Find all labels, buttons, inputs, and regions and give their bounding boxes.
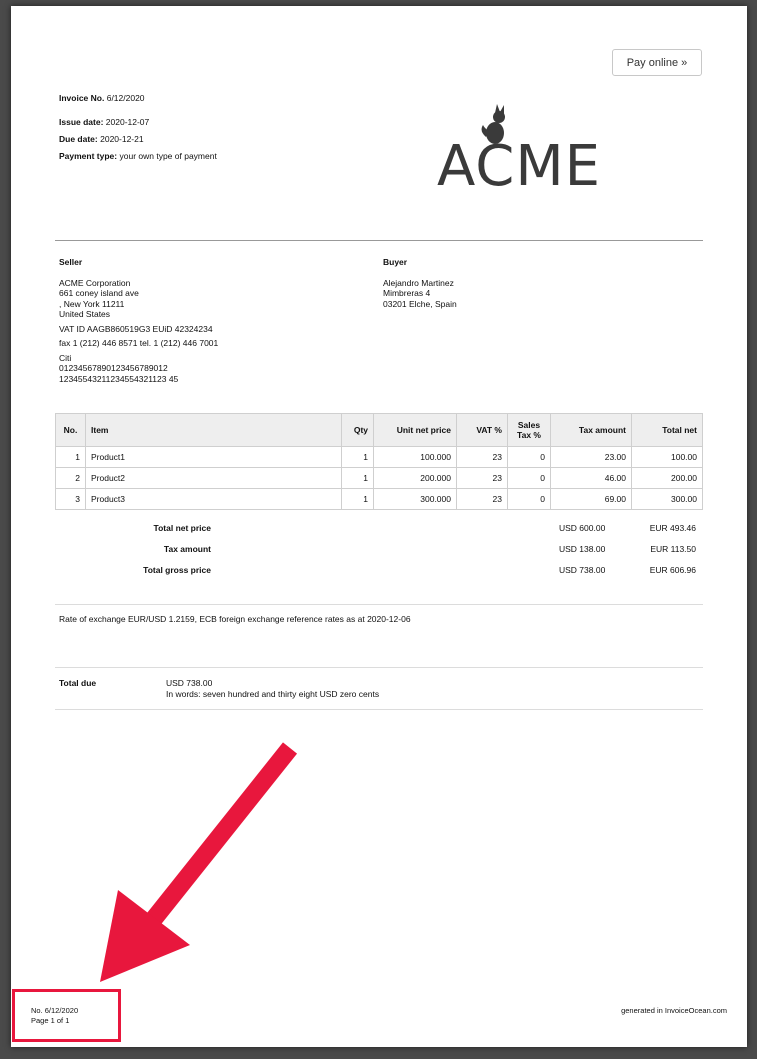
table-cell: 3: [56, 489, 86, 510]
table-cell: Product2: [86, 468, 342, 489]
due-date-label: Due date:: [59, 134, 98, 144]
table-row: [56, 447, 703, 468]
col-tax-amount: Tax amount: [551, 414, 632, 447]
table-cell: 1: [342, 447, 374, 468]
annotation-highlight-box: [12, 989, 121, 1042]
table-cell: 23: [457, 489, 508, 510]
payment-type-label: Payment type:: [59, 151, 118, 161]
issue-date-label: Issue date:: [59, 117, 104, 127]
table-cell: 2: [56, 468, 86, 489]
issue-date: 2020-12-07: [105, 117, 150, 127]
table-cell: 200.000: [374, 468, 457, 489]
seller-street: 661 coney island ave: [59, 288, 139, 298]
table-cell: Product1: [86, 447, 342, 468]
buyer-name: Alejandro Martinez: [383, 277, 454, 288]
col-qty: Qty: [342, 414, 374, 447]
total-due-amount: USD 738.00: [166, 678, 213, 688]
col-sales-tax: Sales Tax %: [508, 414, 551, 447]
invoice-number: 6/12/2020: [106, 93, 145, 103]
table-cell: 23: [457, 468, 508, 489]
logo-text: ACME: [436, 134, 602, 193]
invoice-number-label: Invoice No.: [59, 93, 105, 103]
footer-page-number: Page 1 of 1: [31, 1015, 70, 1025]
footer-generated: generated in InvoiceOcean.com: [621, 1006, 727, 1015]
table-cell: 69.00: [551, 489, 632, 510]
seller-phone: fax 1 (212) 446 8571 tel. 1 (212) 446 7001: [59, 338, 219, 348]
items-table: [55, 413, 703, 510]
due-date: 2020-12-21: [100, 134, 144, 144]
divider: [55, 667, 703, 668]
seller-account-2: 12345543211234554321123 45: [59, 373, 179, 384]
seller-country: United States: [59, 309, 111, 319]
col-vat: VAT %: [457, 414, 508, 447]
table-cell: 23: [457, 447, 508, 468]
seller-heading: Seller: [59, 257, 83, 267]
buyer-block: [383, 257, 457, 309]
divider: [55, 240, 703, 241]
divider: [55, 604, 703, 605]
buyer-street: Mimbreras 4: [383, 288, 431, 298]
col-no: No.: [56, 414, 86, 447]
col-unit-price: Unit net price: [374, 414, 457, 447]
col-item: Item: [86, 414, 342, 447]
seller-name: ACME Corporation: [59, 277, 131, 288]
buyer-city: 03201 Elche, Spain: [383, 298, 457, 309]
total-due-label: Total due: [59, 678, 97, 688]
col-total-net: Total net: [632, 414, 703, 447]
divider: [55, 709, 703, 710]
annotation-arrow-icon: [100, 740, 300, 990]
seller-block: [59, 257, 218, 384]
payment-type: your own type of payment: [119, 151, 217, 161]
invoice-page: Pay online » Invoice No. 6/12/2020 Issue date: 2020-12-07 Due date: 2020-12-21 Payment type: your own type of payment ACME Seller ACME Corporation 661 coney island ave , New York 11211 United States VAT ID AAGB860519G3 EUiD 42324234 fax 1 (212) 446 8571 tel. 1 (212) 446 7001 Citi 01234567890123456789012 12345543211234554321123 45 Buyer Alejandro Martinez Mimbreras 4 03201 Elche, Spain No. Item Qty Unit net price VAT % Sales Tax % Tax amount Total net 1 Product1 1 100.000 23 0 23.00 100.00 2 Product2 1 200.000 23 0 46.00 200.00 3 Product3 1 300.000 23 0 69.00 300.00 Total net price USD 600.00 EUR 493.46 Tax amount USD 138.00 EUR 113.50 Total gross price USD 738.00 EUR 606.96 Rate of exchange EUR/USD 1.2159, ECB foreign exchange reference rates as at 2020-12-06 Total due USD 738.00 In words: seven hundred and thirty eight USD zero cents No. 6/12/2020 Page 1 of 1 generated in InvoiceOcean.com: [11, 6, 747, 1047]
table-cell: 46.00: [551, 468, 632, 489]
seller-account-1: 01234567890123456789012: [59, 363, 168, 373]
buyer-heading: Buyer: [383, 257, 408, 267]
seller-city: , New York 11211: [59, 298, 125, 309]
total-due-words: In words: seven hundred and thirty eight USD zero cents: [166, 688, 380, 699]
seller-vat: VAT ID AAGB860519G3 EUiD 42324234: [59, 323, 213, 334]
table-cell: 1: [56, 447, 86, 468]
table-cell: 23.00: [551, 447, 632, 468]
table-cell: Product3: [86, 489, 342, 510]
pay-online-button[interactable]: Pay online »: [612, 49, 702, 76]
footer-invoice-number: No. 6/12/2020: [31, 1006, 79, 1015]
seller-bank: Citi: [59, 352, 72, 363]
table-cell: 1: [342, 489, 374, 510]
table-cell: 0: [508, 489, 551, 510]
table-cell: 0: [508, 468, 551, 489]
table-cell: 100.00: [632, 447, 703, 468]
table-row: [56, 468, 703, 489]
table-header-row: [56, 414, 703, 447]
table-cell: 200.00: [632, 468, 703, 489]
table-row: [56, 489, 703, 510]
table-cell: 100.000: [374, 447, 457, 468]
table-cell: 300.00: [632, 489, 703, 510]
table-cell: 1: [342, 468, 374, 489]
table-cell: 300.000: [374, 489, 457, 510]
invoice-meta: [59, 92, 217, 167]
exchange-rate-text: Rate of exchange EUR/USD 1.2159, ECB foreign exchange reference rates as at 2020-12-06: [59, 614, 411, 624]
table-cell: 0: [508, 447, 551, 468]
acme-logo: [419, 103, 619, 193]
